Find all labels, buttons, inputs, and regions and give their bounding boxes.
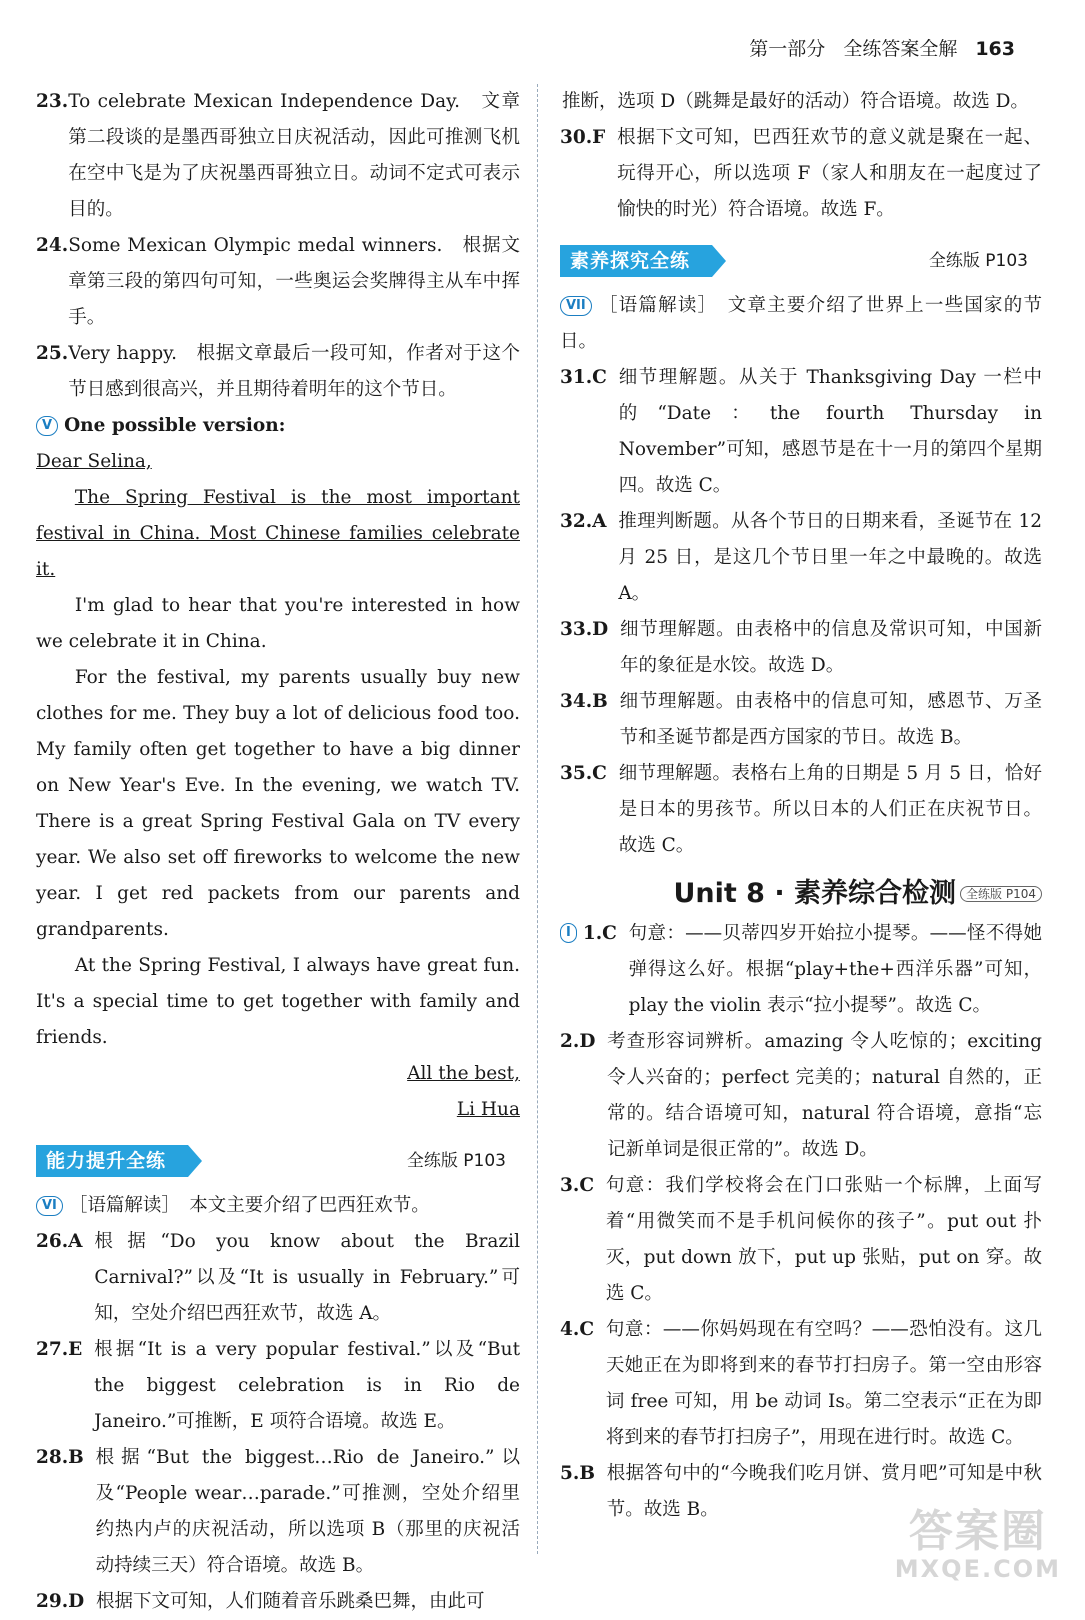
column-divider <box>537 84 538 1554</box>
answer-text: 根据“It is a very popular festival.”以及“But the biggest celebration is in Rio de Janeiro.”可推断，E 项符合语境。故选 E。 <box>94 1339 520 1432</box>
answer-text: To celebrate Mexican Independence Day. 文章第二段谈的是墨西哥独立日庆祝活动，因此可推测飞机在空中飞是为了庆祝墨西哥独立日。动词不定式可表示目的。 <box>68 91 520 220</box>
answer-text: 句意：——贝蒂四岁开始拉小提琴。——怪不得她弹得这么好。根据“play+the+西洋乐器”可知，play the violin 表示“拉小提琴”。故选 C。 <box>628 923 1042 1016</box>
answer-number: 3.C <box>560 1175 595 1196</box>
watermark-logo <box>895 1508 1061 1582</box>
essay-closing <box>36 1056 520 1092</box>
section-badge-v: V <box>36 416 58 436</box>
essay-heading <box>36 408 520 444</box>
answer-text: 推理判断题。从各个节日的日期来看，圣诞节在 12 月 25 日，是这几个节日里一年之中最晚的。故选 A。 <box>618 511 1042 604</box>
left-column <box>36 84 520 1620</box>
answer-number: 1.C <box>582 923 617 944</box>
answer-4 <box>560 1312 1042 1456</box>
answer-28 <box>36 1440 520 1584</box>
reading-text: 文章主要介绍了世界上一些国家的节日。 <box>560 295 1042 352</box>
answer-31 <box>560 360 1042 504</box>
answer-29-continued: 推断，选项 D（跳舞是最好的活动）符合语境。故选 D。 <box>562 91 1029 112</box>
answer-35 <box>560 756 1042 864</box>
answer-number: 2.D <box>560 1031 596 1052</box>
banner-ref: 全练版 P103 <box>406 1151 506 1171</box>
answer-number: 28.B <box>36 1447 84 1468</box>
page-number: 163 <box>975 38 1015 60</box>
answer-26 <box>36 1224 520 1332</box>
answer-25 <box>36 336 520 408</box>
answer-text: 根据答句中的“今晚我们吃月饼、赏月吧”可知是中秋节。故选 B。 <box>606 1463 1042 1520</box>
answer-number: 25. <box>36 343 69 364</box>
answer-text: 句意：——你妈妈现在有空吗？——恐怕没有。这几天她正在为即将到来的春节打扫房子。第一空由形容词 free 可知，用 be 动词 Is。第二空表示“正在为即将到来的春节打扫房子”，用现在进行时。故选 C。 <box>605 1319 1042 1448</box>
essay-paragraph-4: At the Spring Festival, I always have great fun. It's a special time to get together with family and friends. <box>36 955 520 1048</box>
answer-1 <box>560 916 1042 1024</box>
reading-tag: ［语篇解读］ <box>68 1195 171 1216</box>
section-badge-vii: VII <box>560 296 592 316</box>
answer-number: 32.A <box>560 511 607 532</box>
watermark-line-2: MXQE.COM <box>894 1555 1061 1583</box>
unit-ref: 全练版 P104 <box>960 886 1042 902</box>
answer-number: 24. <box>36 235 69 256</box>
header-title: 全练答案全解 <box>843 38 958 60</box>
answer-30 <box>560 120 1042 228</box>
section-badge-vi: VI <box>36 1196 63 1216</box>
answer-text: 考查形容词辨析。amazing 令人吃惊的；exciting 令人兴奋的；perfect 完美的；natural 自然的，正常的。结合语境可知，natural 符合语境，意指“忘记新单词是很正常的”。故选 D。 <box>607 1031 1042 1160</box>
answer-text: 根据下文可知，人们随着音乐跳桑巴舞，由此可 <box>96 1591 485 1612</box>
answer-text: 细节理解题。由表格中的信息可知，感恩节、万圣节和圣诞节都是西方国家的节日。故选 B。 <box>619 691 1042 748</box>
answer-34 <box>560 684 1042 756</box>
answer-number: 30.F <box>560 127 606 148</box>
answer-27 <box>36 1332 520 1440</box>
answer-text: 根据下文可知，巴西狂欢节的意义就是聚在一起、玩得开心，所以选项 F（家人和朋友在一起度过了愉快的时光）符合语境。故选 F。 <box>617 127 1042 220</box>
answer-number: 23. <box>36 91 69 112</box>
essay-closing-text: All the best, <box>407 1063 520 1084</box>
header-section: 第一部分 <box>749 38 826 60</box>
banner-label: 能力提升全练 <box>36 1145 188 1177</box>
answer-3 <box>560 1168 1042 1312</box>
answer-text: 细节理解题。表格右上角的日期是 5 月 5 日，恰好是日本的男孩节。所以日本的人们正在庆祝节日。故选 C。 <box>618 763 1042 856</box>
answer-24 <box>36 228 520 336</box>
reading-tag: ［语篇解读］ <box>597 295 709 316</box>
answer-number: 26.A <box>36 1231 83 1252</box>
answer-text: 根据“But the biggest…Rio de Janeiro.”以及“People wear…parade.”可推测，空处介绍里约热内卢的庆祝活动，所以选项 B（那里的庆祝活动持续三天）符合语境。故选 B。 <box>95 1447 520 1576</box>
reading-note-vii <box>560 288 1042 360</box>
answer-23 <box>36 84 520 228</box>
unit-title <box>560 874 1042 914</box>
page-header <box>749 34 1015 61</box>
essay-signature-text: Li Hua <box>456 1099 520 1120</box>
answer-text: Some Mexican Olympic medal winners. 根据文章第三段的第四句可知，一些奥运会奖牌得主从车中挥手。 <box>68 235 520 328</box>
answer-number: 34.B <box>560 691 608 712</box>
answer-2 <box>560 1024 1042 1168</box>
essay-heading-text: One possible version: <box>64 415 286 436</box>
section-badge-i: I <box>560 923 577 943</box>
answer-number: 35.C <box>560 763 607 784</box>
unit-title-text: Unit 8 · 素养综合检测 <box>673 878 957 909</box>
answer-text: 句意：我们学校将会在门口张贴一个标牌，上面写着“用微笑而不是手机问候你的孩子”。put out 扑灭，put down 放下，put up 张贴，put on 穿。故选 C。 <box>605 1175 1042 1304</box>
reading-text: 本文主要介绍了巴西狂欢节。 <box>189 1195 430 1216</box>
answer-number: 33.D <box>560 619 609 640</box>
answer-number: 27.E <box>36 1339 83 1360</box>
answer-number: 29.D <box>36 1591 85 1612</box>
reading-note-vi <box>36 1188 520 1224</box>
essay-paragraph-1: The Spring Festival is the most important festival in China. Most Chinese families celebrate it. <box>36 487 520 580</box>
answer-text: Very happy. 根据文章最后一段可知，作者对于这个节日感到很高兴，并且期待着明年的这个节日。 <box>68 343 520 400</box>
answer-number: 31.C <box>560 367 607 388</box>
answer-29 <box>36 1584 520 1620</box>
watermark-line-1: 答案圈 <box>908 1506 1047 1557</box>
answer-text: 细节理解题。从关于 Thanksgiving Day 一栏中的“Date：the fourth Thursday in November”可知，感恩节是在十一月的第四个星期四。故选 C。 <box>618 367 1042 496</box>
answer-number: 5.B <box>560 1463 595 1484</box>
answer-text: 根据“Do you know about the Brazil Carnival?”以及“It is usually in February.”可知，空处介绍巴西狂欢节，故选 A。 <box>94 1231 520 1324</box>
banner-label: 素养探究全练 <box>560 245 712 277</box>
banner-ref: 全练版 P103 <box>928 251 1028 271</box>
essay-signature <box>36 1092 520 1128</box>
right-column <box>560 84 1042 1528</box>
answer-number: 4.C <box>560 1319 595 1340</box>
section-banner-ability <box>36 1142 520 1180</box>
section-banner-literacy <box>560 242 1042 280</box>
answer-32 <box>560 504 1042 612</box>
essay-greeting: Dear Selina, <box>36 451 152 472</box>
answer-33 <box>560 612 1042 684</box>
essay-paragraph-3: For the festival, my parents usually buy new clothes for me. They buy a lot of delicious food too. My family often get together to have a big dinner on New Year's Eve. In the evening, we watch TV. There is a great Spring Festival Gala on TV every year. We also set off fireworks to welcome the new year. I get red packets from our parents and grandparents. <box>36 667 520 940</box>
essay-paragraph-2: I'm glad to hear that you're interested in how we celebrate it in China. <box>36 595 520 652</box>
answer-text: 细节理解题。由表格中的信息及常识可知，中国新年的象征是水饺。故选 D。 <box>620 619 1042 676</box>
